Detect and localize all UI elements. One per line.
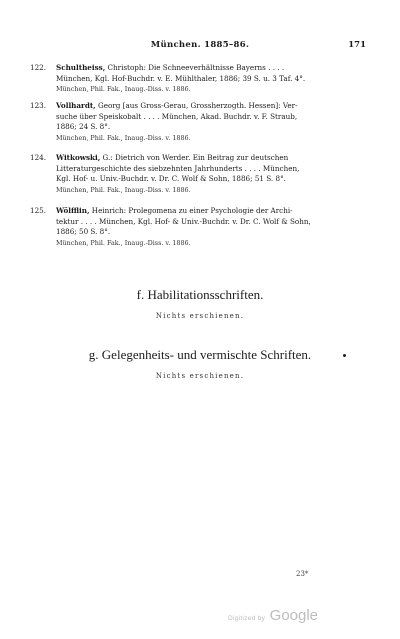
page-number: 171 bbox=[348, 40, 366, 50]
entry-author: Vollhardt, bbox=[56, 101, 96, 110]
entry-line bbox=[56, 206, 366, 217]
entry-line bbox=[56, 63, 366, 74]
entry-text: Georg [aus Gross-Gerau, Grossherzogth. Hessen]: Ver- bbox=[98, 101, 298, 110]
watermark-prefix: Digitized by bbox=[228, 615, 266, 622]
entry-number: 124. bbox=[30, 153, 47, 162]
entry-number: 125. bbox=[30, 206, 47, 215]
entry-line: suche über Speiskobalt . . . . München, Akad. Buchdr. v. F. Straub, bbox=[56, 111, 298, 121]
entry-body bbox=[56, 153, 366, 195]
watermark-brand: Google bbox=[269, 607, 319, 624]
entry-author: Witkowski, bbox=[56, 153, 101, 162]
digitization-watermark bbox=[228, 607, 318, 625]
running-head-title: München. 1885–86. bbox=[150, 40, 250, 50]
entry-number: 123. bbox=[30, 101, 47, 110]
entry-line: 1886; 50 S. 8°. bbox=[56, 227, 111, 237]
entry-body bbox=[56, 206, 366, 248]
entry-line: Litteraturgeschichte des siebzehnten Jahrhunderts . . . . München, bbox=[56, 163, 300, 173]
stray-mark bbox=[343, 354, 346, 357]
entry-faculty-note: München, Phil. Fak., Inaug.-Diss. v. 1886. bbox=[56, 85, 191, 94]
entry-line: München, Kgl. Hof-Buchdr. v. E. Mühlthaler, 1886; 39 S. u. 3 Taf. 4°. bbox=[56, 73, 306, 83]
section-heading: g. Gelegenheits- und vermischte Schriften. bbox=[88, 347, 312, 362]
entry-text: Heinrich: Prolegomena zu einer Psychologie der Archi- bbox=[91, 206, 293, 215]
entry-author: Wölfflin, bbox=[56, 206, 90, 215]
entry-line: Kgl. Hof- u. Univ.-Buchdr. v. Dr. C. Wolf & Sohn, 1886; 51 S. 8°. bbox=[56, 174, 286, 184]
sheet-signature: 23* bbox=[296, 570, 309, 578]
entry-body bbox=[56, 101, 366, 143]
entry-line: tektur . . . . München, Kgl. Hof- & Univ.-Buchdr. v. Dr. C. Wolf & Sohn, bbox=[56, 216, 311, 226]
entry-text: Christoph: Die Schneeverhältnisse Bayerns . . . . bbox=[107, 63, 285, 72]
entry-line bbox=[56, 101, 366, 112]
entry-author: Schultheiss, bbox=[56, 63, 106, 72]
section-subtext: Nichts erschienen. bbox=[155, 372, 245, 380]
entry-number: 122. bbox=[30, 63, 47, 72]
running-head bbox=[0, 40, 400, 54]
entry-faculty-note: München, Phil. Fak., Inaug.-Diss. v. 1886. bbox=[56, 185, 191, 194]
entry-faculty-note: München, Phil. Fak., Inaug.-Diss. v. 1886. bbox=[56, 133, 191, 142]
section-heading: f. Habilitationsschriften. bbox=[136, 287, 264, 302]
entry-line bbox=[56, 153, 366, 164]
entry-faculty-note: München, Phil. Fak., Inaug.-Diss. v. 1886. bbox=[56, 238, 191, 247]
entry-text: G.: Dietrich von Werder. Ein Beitrag zur deutschen bbox=[102, 153, 289, 162]
section-subtext: Nichts erschienen. bbox=[155, 312, 245, 320]
entry-line: 1886; 24 S. 8°. bbox=[56, 122, 111, 132]
entry-body bbox=[56, 63, 366, 95]
